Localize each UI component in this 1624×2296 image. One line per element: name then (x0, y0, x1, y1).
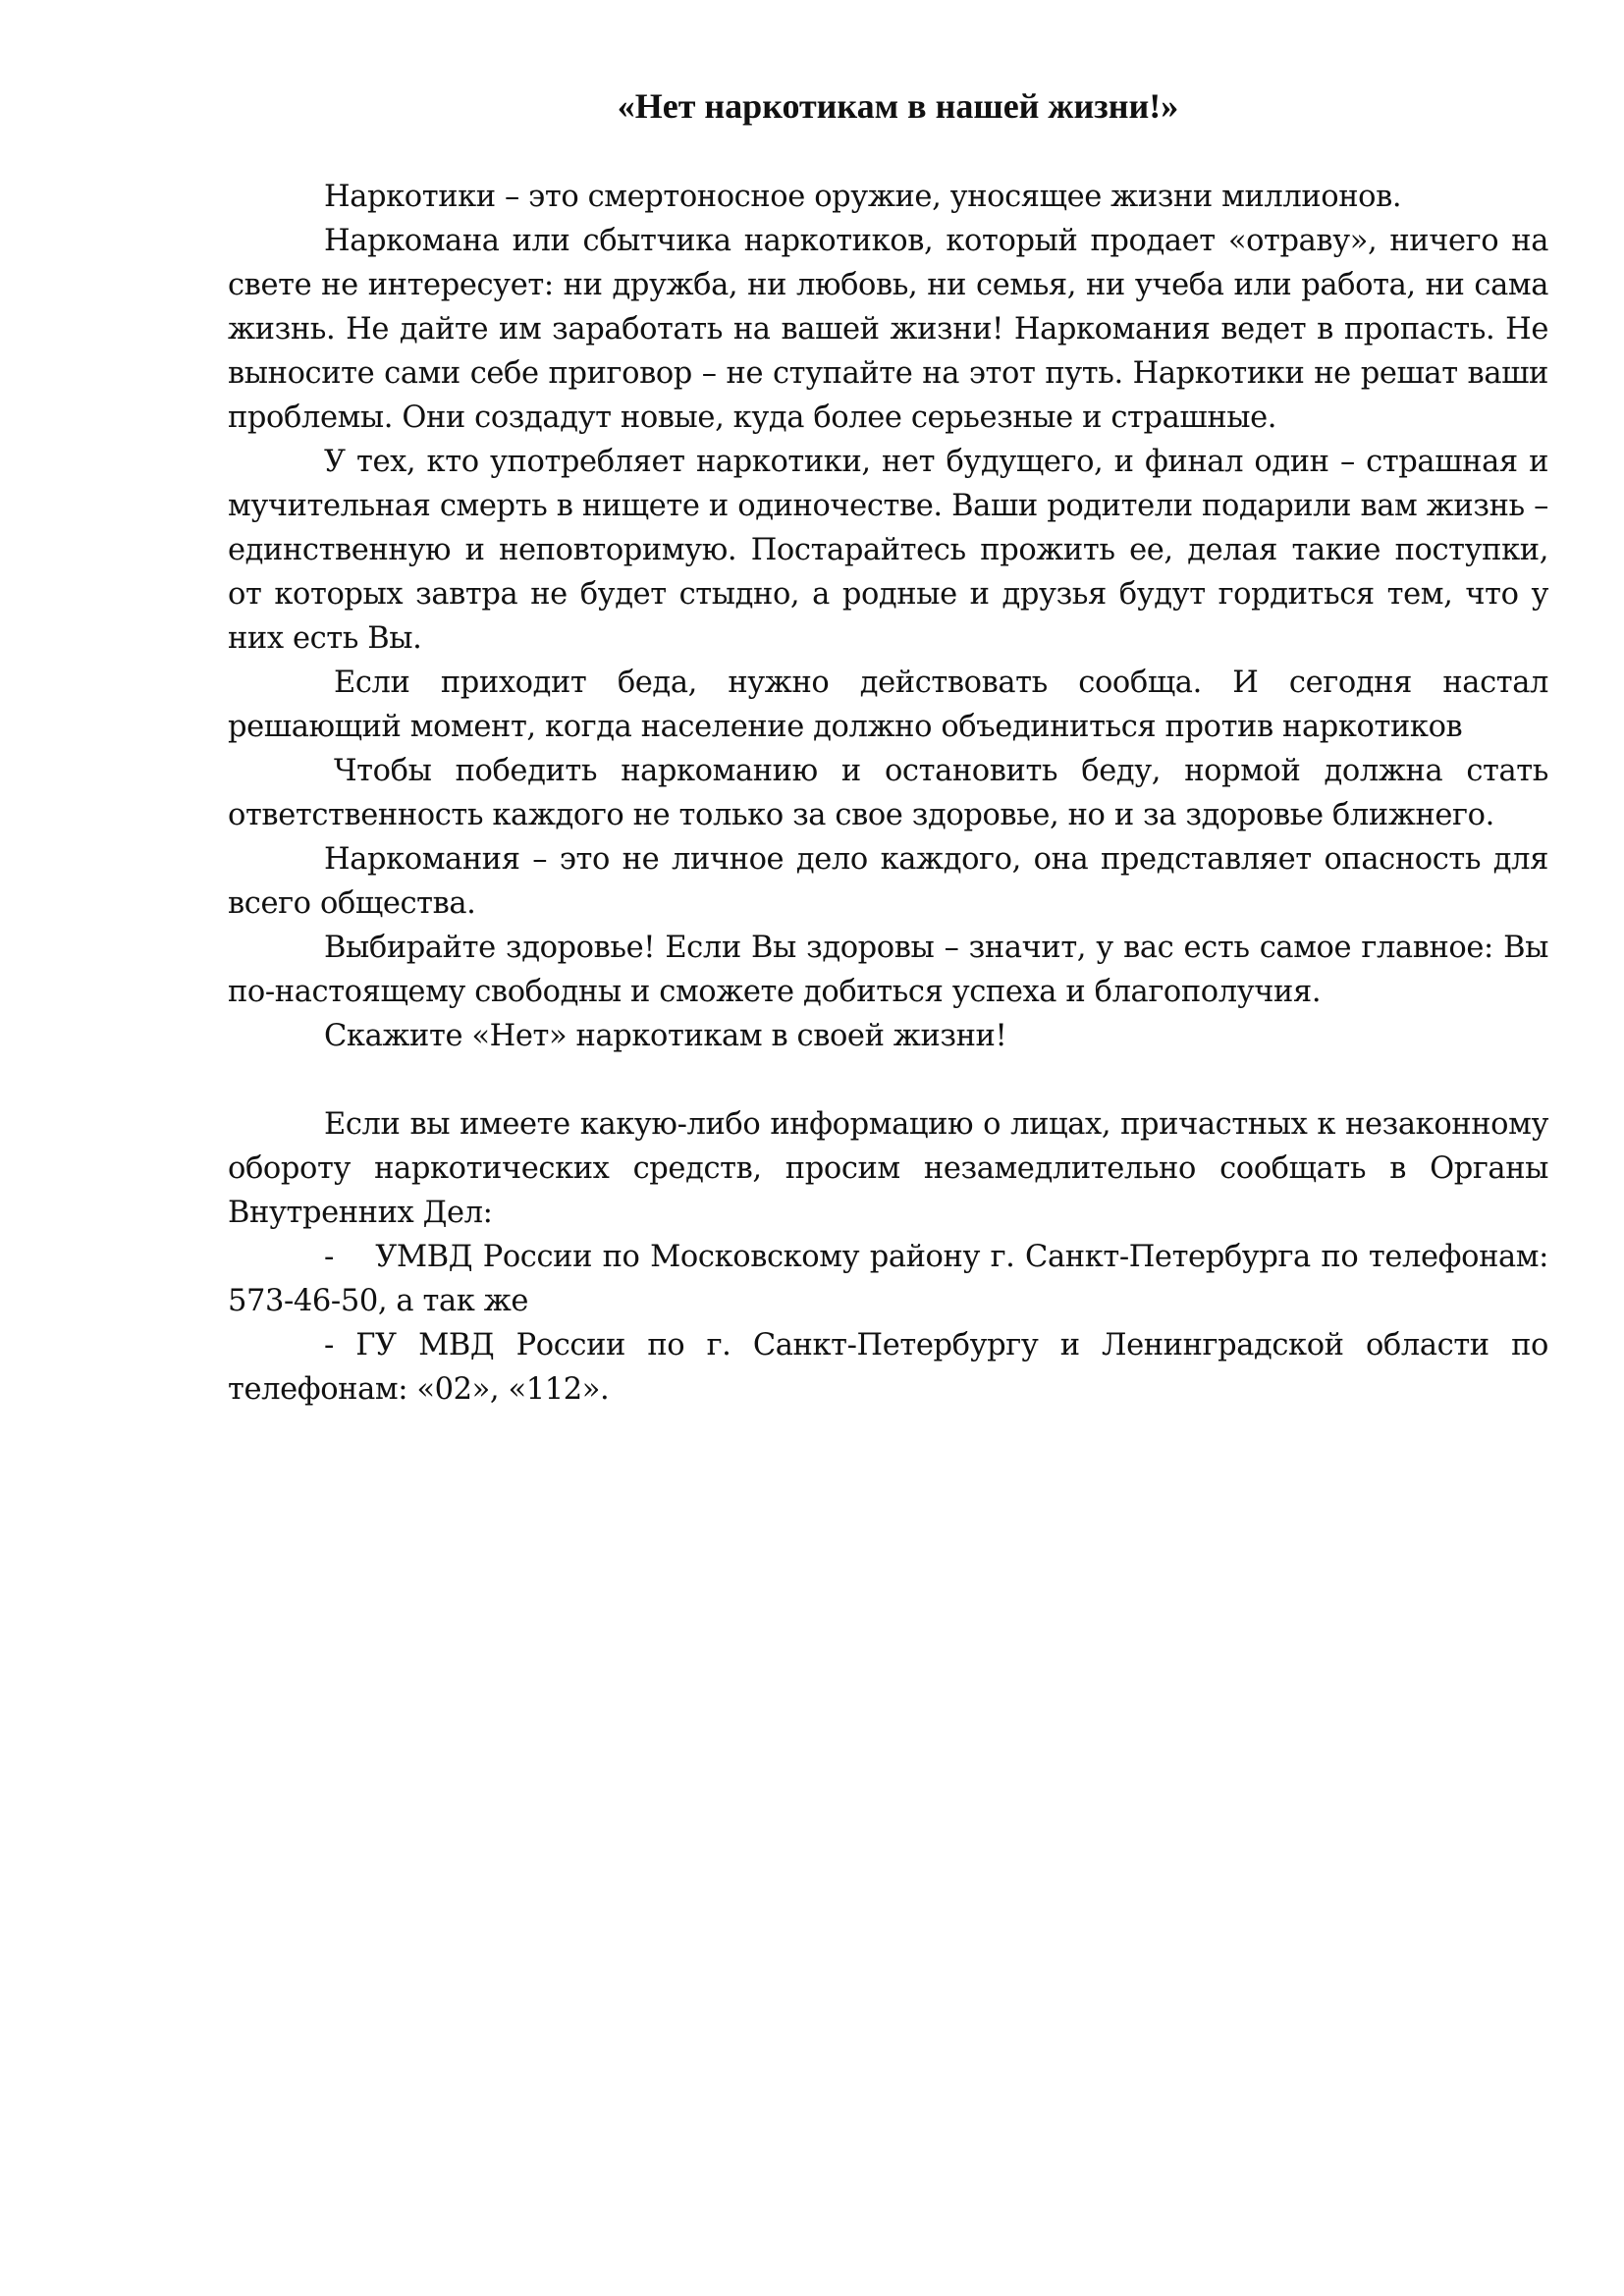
paragraph-addict-dealer: Наркомана или сбытчика наркотиков, который продает «отраву», ничего на свете не интересует: ни дружба, ни любовь, ни семья, ни учеба или работа, ни сама жизнь. Не дайте им заработать на вашей жизни! Наркомания ведет в пропасть. Не выносите сами себе приговор – не ступайте на этот путь. Наркотики не решат ваши проблемы. Они создадут новые, куда более серьезные и страшные. (228, 224, 1548, 435)
contact-item-umvd-moskovsky: - УМВД России по Московскому району г. Санкт-Петербурга по телефонам: 573-46-50, а так же (228, 1240, 1558, 1318)
paragraph-say-no: Скажите «Нет» наркотикам в своей жизни! (324, 1019, 1007, 1053)
document-body (228, 175, 1558, 1412)
paragraph-drugs-deadly-weapon: Наркотики – это смертоносное оружие, уносящее жизни миллионов. (324, 180, 1402, 214)
contact-item-gu-mvd-spb: - ГУ МВД России по г. Санкт-Петербургу и Ленинградской области по телефонам: «02», «112». (228, 1328, 1548, 1407)
paragraph-society-danger: Наркомания – это не личное дело каждого, она представляет опасность для всего общества. (228, 842, 1548, 921)
paragraph-act-together: Если приходит беда, нужно действовать сообща. И сегодня настал решающий момент, когда население должно объединиться против наркотиков (228, 666, 1548, 744)
document-title: «Нет наркотикам в нашей жизни!» (617, 86, 1179, 126)
contact-intro: Если вы имеете какую-либо информацию о лицах, причастных к незаконному обороту наркотических средств, просим незамедлительно сообщать в Органы Внутренних Дел: (228, 1107, 1548, 1230)
paragraph-choose-health: Выбирайте здоровье! Если Вы здоровы – значит, у вас есть самое главное: Вы по-настоящему свободны и сможете добиться успеха и благополучия. (228, 931, 1548, 1009)
paragraph-responsibility: Чтобы победить наркоманию и остановить беду, нормой должна стать ответственность каждого не только за свое здоровье, но и за здоровье ближнего. (228, 754, 1548, 832)
paragraph-no-future: У тех, кто употребляет наркотики, нет будущего, и финал один – страшная и мучительная смерть в нищете и одиночестве. Ваши родители подарили вам жизнь – единственную и неповторимую. Постарайтесь прожить ее, делая такие поступки, от которых завтра не будет стыдно, а родные и друзья будут гордиться тем, что у них есть Вы. (228, 445, 1548, 656)
